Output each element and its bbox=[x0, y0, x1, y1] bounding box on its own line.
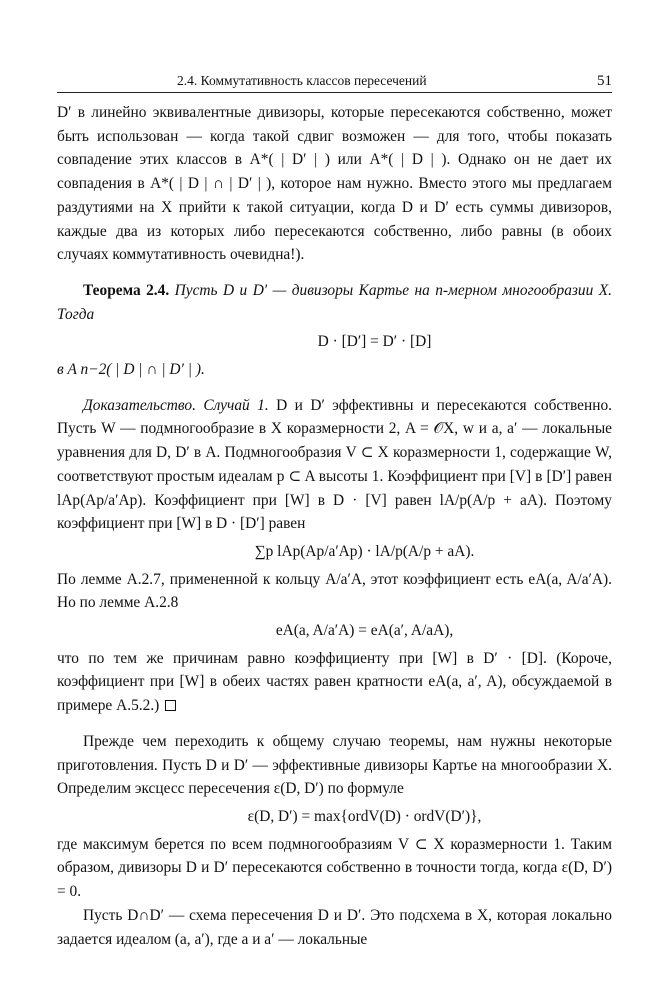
theorem-statement: Пусть D и D′ — дивизоры Картье на n-мерном многообразии X. Тогда bbox=[57, 281, 612, 323]
page-number: 51 bbox=[597, 73, 612, 89]
paragraph-last: Пусть D∩D′ — схема пересечения D и D′. Это подсхема в X, которая локально задается идеалом (a, a′), где a и a′ — локальные bbox=[57, 906, 612, 948]
book-page bbox=[57, 72, 612, 951]
sum-formula: ∑p lAp(Ap/a′Ap) · lA/p(A/p + aA). bbox=[254, 542, 475, 560]
paragraph-max: где максимум берется по всем подмногообразиям V ⊂ X коразмерности 1. Таким образом, дивизоры D и D′ пересекаются собственно в точности тогда, когда ε(D, D′) = 0. bbox=[57, 835, 612, 901]
qed-box-icon bbox=[165, 700, 176, 711]
running-title: 2.4. Коммутативность классов пересечений bbox=[177, 73, 427, 88]
theorem-2-4 bbox=[57, 279, 612, 326]
paragraph-excess: Прежде чем переходить к общему случаю теоремы, нам нужны некоторые приготовления. Пусть D и D′ — эффективные дивизоры Картье на многообразии X. Определим эксцесс пересечения ε(D, D′) по формуле bbox=[57, 732, 612, 798]
lemma-paragraph: По лемме A.2.7, примененной к кольцу A/a′A, этот коэффициент есть eA(a, A/a′A). Но по лемме A.2.8 bbox=[57, 570, 612, 612]
proof-case-1 bbox=[57, 394, 612, 536]
proof-text: D и D′ эффективны и пересекаются собственно. Пусть W — подмногообразие в X коразмерности 2, A = 𝒪X, w и a, a′ — локальные уравнения для D, D′ в A. Подмногообразия V ⊂ X коразмерности 1, содержащие W, соответствуют простым идеалам p ⊂ A высоты 1. Коэффициент при [V] в [D′] равен lAp(Ap/a′Ap). Коэффициент при [W] в D · [V] равен lA/p(A/p + aA). Поэтому коэффициент при [W] в D · [D′] равен bbox=[57, 396, 612, 533]
lemma-formula: eA(a, A/a′A) = eA(a′, A/aA), bbox=[275, 622, 454, 640]
paragraph-intro: D′ в линейно эквивалентные дивизоры, которые пересекаются собственно, может быть использован — когда такой сдвиг возможен — для того, чтобы показать совпадение этих классов в A*( | D′ | ) или A*( | D | ). Однако он не дает их совпадения в A*( | D | ∩ | D′ | ), которое нам нужно. Вместо этого мы предлагаем раздутиями на X прийти к такой ситуации, когда D и D′ есть суммы дивизоров, каждые два из которых либо пересекаются собственно, либо равны (в обоих случаях коммутативность очевидна!). bbox=[57, 104, 612, 264]
theorem-tail: в A n−2( | D | ∩ | D′ | ). bbox=[57, 361, 205, 379]
excess-formula: ε(D, D′) = max{ordV(D) · ordV(D′)}, bbox=[247, 807, 482, 825]
theorem-label: Теорема 2.4. bbox=[83, 281, 170, 299]
proof-label: Доказательство. Случай 1. bbox=[83, 396, 269, 414]
theorem-formula: D · [D′] = D′ · [D] bbox=[317, 333, 432, 351]
proof-end: что по тем же причинам равно коэффициенту при [W] в D′ · [D]. (Короче, коэффициент при [W] в обеих частях равен кратности eA(a, a′, A), обсуждаемой в примере A.5.2.) bbox=[57, 649, 612, 715]
running-header bbox=[57, 72, 612, 93]
